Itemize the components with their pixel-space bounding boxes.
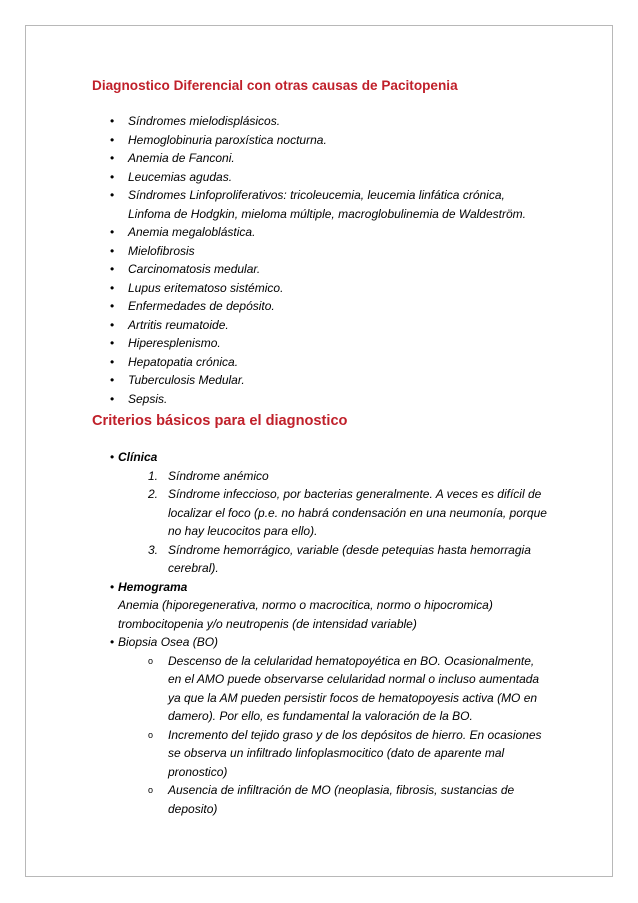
bullet-icon: • — [110, 169, 115, 184]
list-item: • Hiperesplenismo. — [0, 334, 548, 353]
bullet-icon: • — [110, 262, 115, 276]
circle-bullet-icon: o — [148, 785, 154, 795]
clinica-label: Clínica — [118, 450, 158, 464]
bullet-icon: • — [110, 373, 115, 387]
criteria-list — [0, 448, 558, 818]
criteria-hemograma — [0, 578, 558, 634]
section-title-criteria: Criterios básicos para el diagnostico — [92, 413, 348, 429]
list-item: • Lupus eritematoso sistémico. — [0, 279, 548, 298]
section-title-differential: Diagnostico Diferencial con otras causas de Pacitopenia — [92, 78, 458, 93]
circle-bullet-icon: o — [148, 655, 154, 666]
bullet-icon: • — [110, 188, 115, 202]
differential-list — [0, 112, 548, 408]
list-item: 1. Síndrome anémico — [148, 468, 269, 483]
list-item: 2. Síndrome infeccioso, por bacterias generalmente. A veces es difícil de localizar el foco (p.e. no habrá condensación en una neumonía, porque no hay leucocitos para ello). — [148, 487, 547, 538]
list-item: • Síndromes mielodisplásicos. — [0, 112, 548, 131]
bullet-icon: • — [110, 317, 115, 332]
bullet-icon: • — [110, 579, 115, 594]
list-item: • Mielofibrosis — [0, 242, 548, 261]
bullet-icon: • — [110, 225, 115, 239]
bullet-icon: • — [110, 280, 115, 295]
list-item: • Carcinomatosis medular. — [0, 260, 548, 279]
list-item: • Anemia megaloblástica. — [0, 223, 548, 242]
list-item: • Tuberculosis Medular. — [0, 371, 548, 390]
bullet-icon: • — [110, 114, 115, 128]
biopsia-sublist — [118, 652, 558, 819]
bullet-icon: • — [110, 299, 115, 313]
hemograma-text: Anemia (hiporegenerativa, normo o macrocitica, normo o hipocromica) trombocitopenia y/o neutropenis (de intensidad variable) — [118, 598, 493, 631]
list-item: • Leucemias agudas. — [0, 168, 548, 187]
list-item: o Ausencia de infiltración de MO (neoplasia, fibrosis, sustancias de deposito) — [148, 783, 515, 816]
list-item: • Artritis reumatoide. — [0, 316, 548, 335]
bullet-icon: • — [110, 336, 115, 350]
list-item: • Sepsis. — [0, 390, 548, 409]
bullet-icon: • — [110, 132, 115, 147]
list-item: • Anemia de Fanconi. — [0, 149, 548, 168]
hemograma-label: Hemograma — [118, 579, 188, 594]
criteria-clinica — [0, 448, 558, 578]
list-item: o Incremento del tejido graso y de los depósitos de hierro. En ocasiones se observa un infiltrado linfoplasmocitico (dato de aparente mal pronostico) — [148, 727, 542, 779]
circle-bullet-icon: o — [148, 729, 154, 740]
biopsia-label: Biopsia Osea (BO) — [118, 635, 219, 649]
bullet-icon: • — [110, 635, 115, 649]
list-item: • Hepatopatia crónica. — [0, 353, 548, 372]
criteria-biopsia — [0, 633, 558, 818]
list-item: o Descenso de la celularidad hematopoyética en BO. Ocasionalmente, en el AMO puede observarse celularidad normal o incluso aumentada ya que la AM pueden persistir focos de hematopoyesis activa (MO en damero). Por ello, es fundamental la valoración de la BO. — [148, 653, 540, 723]
clinica-sublist — [118, 467, 558, 578]
bullet-icon: • — [110, 391, 115, 406]
bullet-icon: • — [110, 243, 115, 258]
list-item: • Síndromes Linfoproliferativos: tricoleucemia, leucemia linfática crónica, Linfoma de Hodgkin, mieloma múltiple, macroglobulinemia de Waldeström. — [110, 188, 526, 221]
list-item: 3. Síndrome hemorrágico, variable (desde petequias hasta hemorragia cerebral). — [148, 542, 531, 575]
list-item: • Hemoglobinuria paroxística nocturna. — [0, 131, 548, 150]
bullet-icon: • — [110, 354, 115, 369]
bullet-icon: • — [110, 151, 115, 165]
bullet-icon: • — [110, 450, 115, 464]
list-item: • Enfermedades de depósito. — [0, 297, 548, 316]
